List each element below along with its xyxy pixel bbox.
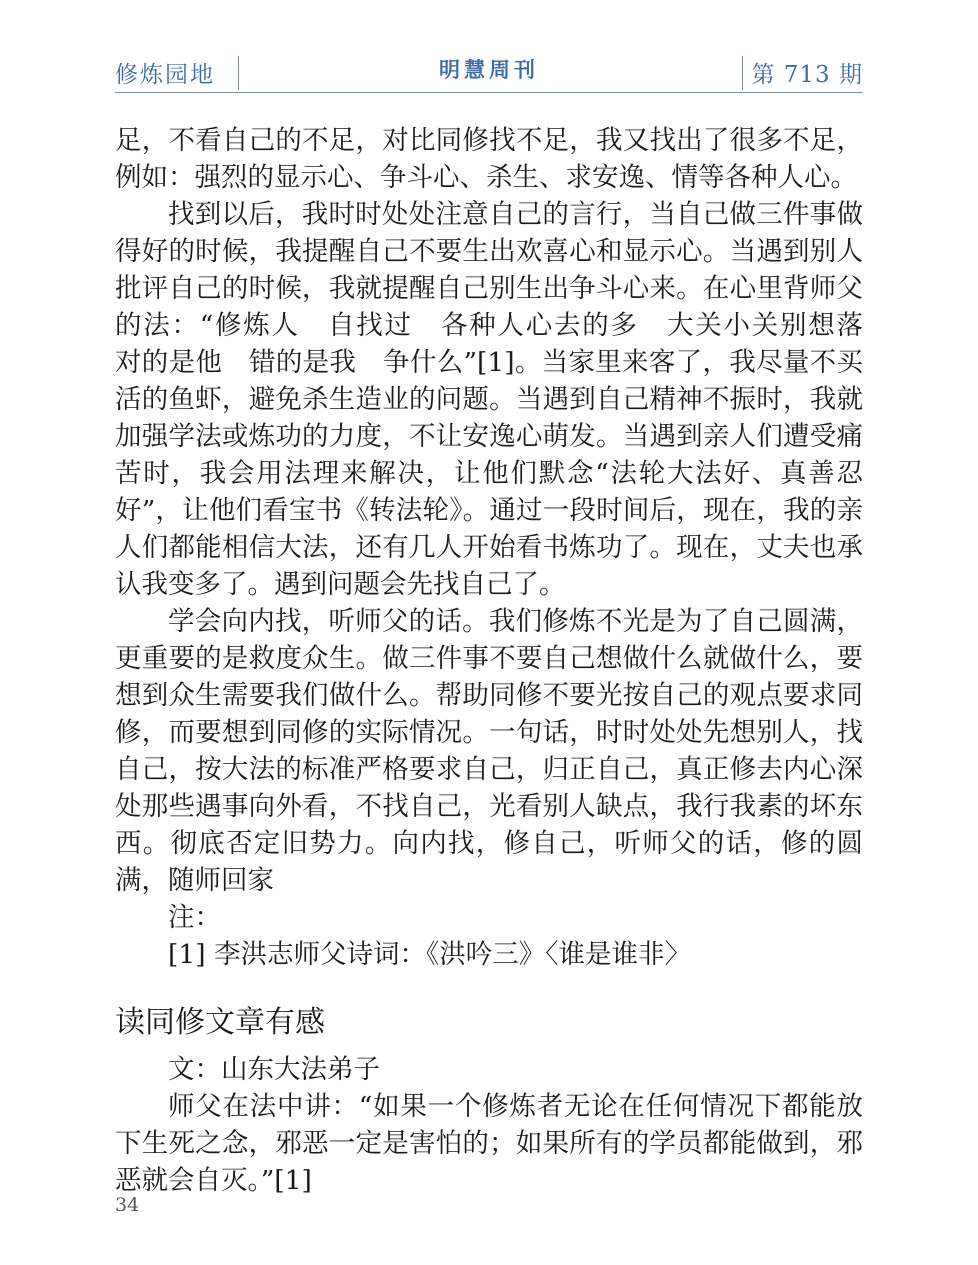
body-paragraph: 足，不看自己的不足，对比同修找不足，我又找出了很多不足，例如：强烈的显示心、争斗心、杀生、求安逸、情等各种人心。 xyxy=(115,125,863,193)
page-number: 34 xyxy=(115,1194,140,1216)
body-paragraph: 学会向内找，听师父的话。我们修炼不光是为了自己圆满，更重要的是救度众生。做三件事不要自己想做什么就做什么，要想到众生需要我们做什么。帮助同修不要光按自己的观点要求同修，而要想到同修的实际情况。一句话，时时处处先想别人，找自己，按大法的标准严格要求自己，归正自己，真正修去内心深处那些遇事向外看，不找自己，光看别人缺点，我行我素的坏东西。彻底否定旧势力。向内找，修自己，听师父的话，修的圆满，随师回家 xyxy=(115,606,863,896)
byline: 文：山东大法弟子 xyxy=(168,1054,380,1085)
article-title: 读同修文章有感 xyxy=(115,1005,325,1040)
note-label: 注： xyxy=(168,902,221,933)
article-content xyxy=(115,122,890,1199)
header-divider-right xyxy=(742,56,743,90)
issue-number: 第 713 期 xyxy=(751,62,863,88)
section-name: 修炼园地 xyxy=(115,62,215,88)
body-paragraph: 师父在法中讲：“如果一个修炼者无论在任何情况下都能放下生死之念，邪恶一定是害怕的；如果所有的学员都能做到，邪恶就会自灭。”[1] xyxy=(115,1091,863,1196)
footnote: [1] 李洪志师父诗词：《洪吟三》〈谁是谁非〉 xyxy=(168,939,691,970)
publication-title: 明慧周刊 xyxy=(439,58,539,82)
body-paragraph: 找到以后，我时时处处注意自己的言行，当自己做三件事做得好的时候，我提醒自己不要生出欢喜心和显示心。当遇到别人批评自己的时候，我就提醒自己别生出争斗心来。在心里背师父的法：“修炼人 自找过 各种人心去的多 大关小关别想落 对的是他 错的是我 争什么”[1]。当家里来客了，我尽量不买活的鱼虾，避免杀生造业的问题。当遇到自己精神不振时，我就加强学法或炼功的力度，不让安逸心萌发。当遇到亲人们遭受痛苦时，我会用法理来解决，让他们默念“法轮大法好、真善忍好”，让他们看宝书《转法轮》。通过一段时间后，现在，我的亲人们都能相信大法，还有几人开始看书炼功了。现在，丈夫也承认我变多了。遇到问题会先找自己了。 xyxy=(115,199,890,600)
page-header xyxy=(115,52,863,93)
